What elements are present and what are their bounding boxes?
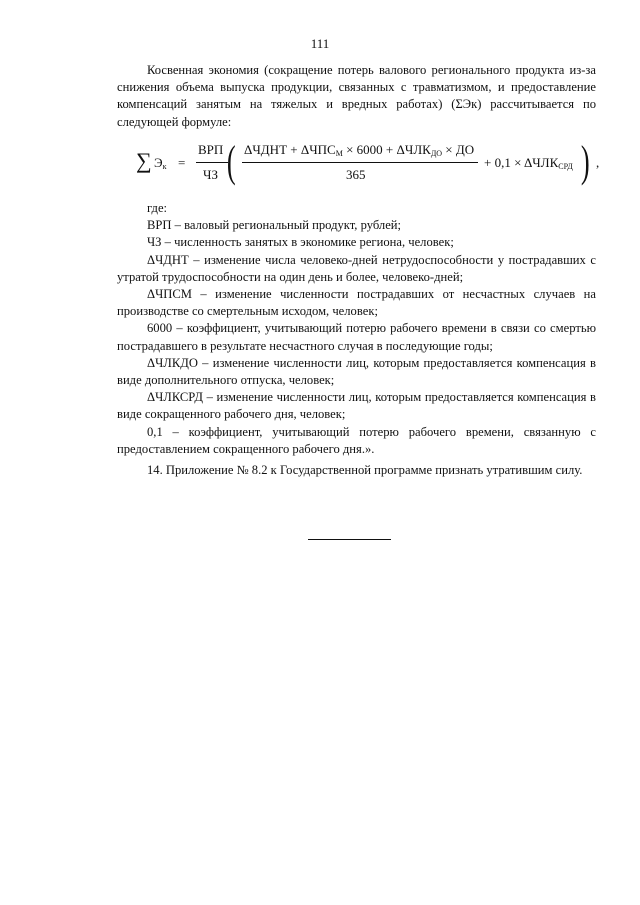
where-list: [117, 200, 596, 458]
where-label: где:: [147, 201, 168, 215]
intro-text: Косвенная экономия (сокращение потерь валового регионального продукта из-за снижения объема выпуска продукции, связанных с травматизмом, и предоставление компенсаций занятым на тяжелых и вредных работах) (ΣЭк) рассчитывается по следующей формуле:: [117, 63, 596, 129]
formula-inner-num: [244, 142, 474, 158]
where-item: ΔЧДНТ – изменение числа человеко-дней нетрудоспособности у пострадавших с утратой трудоспособности на один день и более, человеко-дней;: [117, 252, 596, 284]
formula-right-paren: ): [580, 137, 590, 186]
formula-equals: =: [178, 155, 186, 170]
formula-inner-num-b: × 6000 + ΔЧЛК: [342, 142, 431, 157]
economy-formula: [136, 137, 610, 188]
formula-lhs: [154, 155, 166, 171]
formula-inner-num-c: × ДО: [442, 142, 475, 157]
formula-end: ,: [596, 155, 600, 170]
formula-inner-line: [242, 162, 478, 163]
formula-lhs-sub: к: [162, 162, 167, 171]
formula-frac1-num: ВРП: [198, 142, 224, 157]
formula-tail-text: + 0,1 × ΔЧЛК: [484, 155, 559, 170]
where-item: 0,1 – коэффициент, учитывающий потерю рабочего времени, связанную с предоставлением сокращенного рабочего дня.».: [117, 424, 596, 456]
closing-rule: [308, 539, 391, 540]
formula-sigma: ∑: [136, 148, 152, 173]
where-item: 6000 – коэффициент, учитывающий потерю рабочего времени в связи со смертью пострадавшего в результате несчастного случая в последующие годы;: [117, 321, 596, 353]
formula-tail: [484, 155, 573, 171]
formula-inner-num-b-sub: ДО: [430, 149, 443, 158]
formula-left-paren: (: [226, 137, 236, 186]
where-item: ΔЧЛКСРД – изменение численности лиц, которым предоставляется компенсация в виде сокращенного рабочего дня, человек;: [117, 390, 596, 422]
item-14-text: 14. Приложение № 8.2 к Государственной программе признать утратившим силу.: [147, 463, 583, 477]
formula-frac1-line: [196, 162, 228, 163]
where-item: ЧЗ – численность занятых в экономике региона, человек;: [147, 235, 454, 250]
item-14-paragraph: [117, 462, 596, 479]
where-item: ΔЧЛКДО – изменение численности лиц, которым предоставляется компенсация в виде дополнительного отпуска, человек;: [117, 355, 596, 388]
formula-tail-sub: СРД: [558, 162, 573, 171]
formula-lhs-var: Э: [154, 155, 163, 170]
formula-inner-num-a: ΔЧДНТ + ΔЧПС: [244, 142, 336, 157]
where-item: ВРП – валовый региональный продукт, рублей;: [147, 218, 402, 233]
where-item: ΔЧПСМ – изменение численности пострадавших от несчастных случаев на производстве со смертельным исходом, человек;: [117, 287, 596, 319]
formula-frac1-den: ЧЗ: [203, 167, 218, 182]
formula-inner-num-a-sub: М: [335, 149, 343, 158]
page-number: 111: [310, 36, 330, 51]
formula-inner-den: 365: [346, 167, 366, 182]
intro-paragraph: [117, 62, 596, 131]
